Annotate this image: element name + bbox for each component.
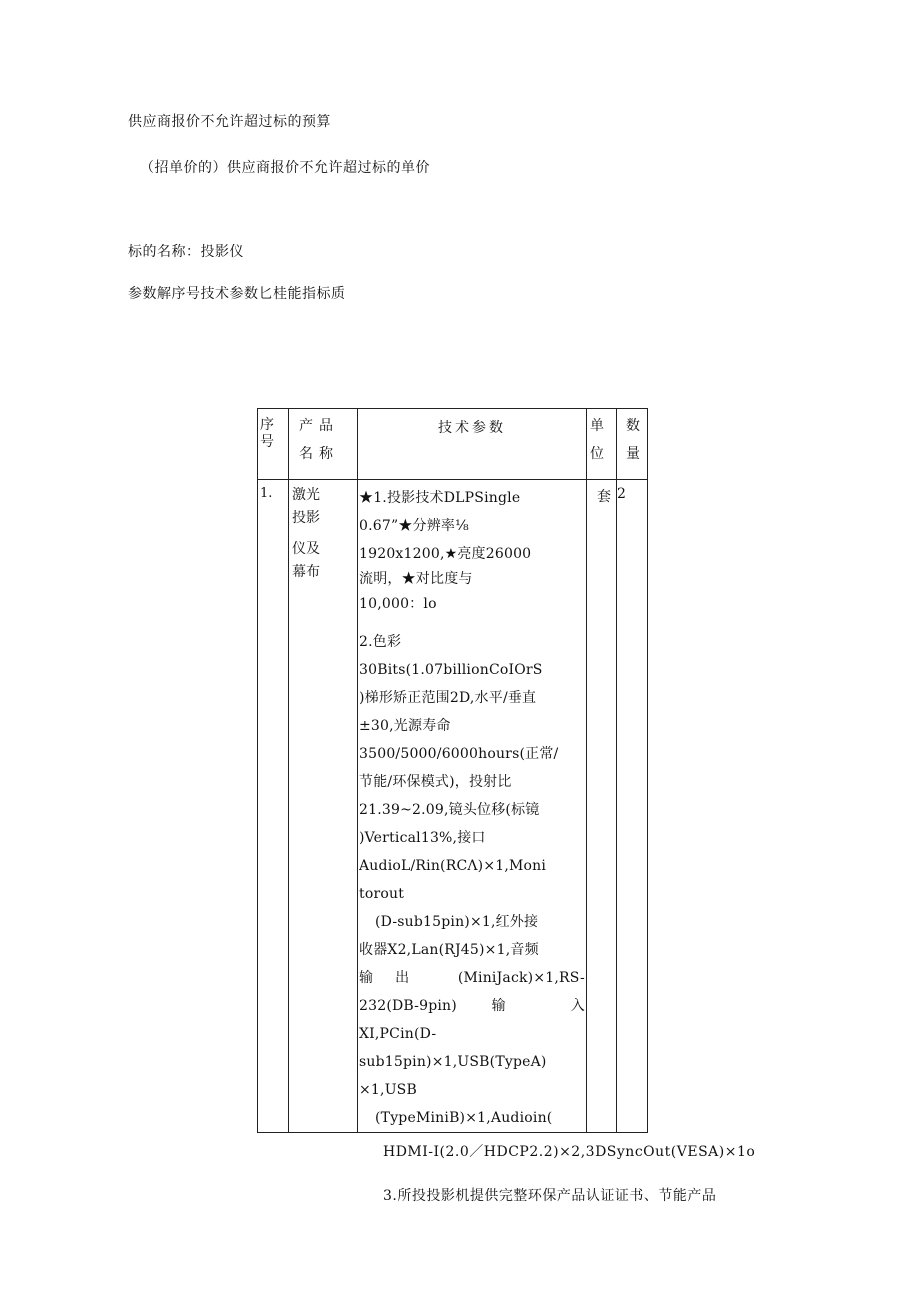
unit-price-note: （招单价的）供应商报价不允许超过标的单价 <box>140 160 430 176</box>
product-name-line: 激光 <box>292 487 320 503</box>
product-name-line: 仪及 <box>292 541 320 557</box>
product-name-line: 幕布 <box>292 564 320 580</box>
row-product-name <box>289 480 358 1133</box>
tech-line: XI,PCin(D- <box>359 1026 437 1042</box>
tech-line: 2.色彩 <box>359 634 402 650</box>
tech-line: )梯形矫正范围2D,水平/垂直 <box>359 690 537 706</box>
tech-line: 收器X2,Lan(RJ45)×1,音频 <box>359 942 539 958</box>
product-name-line: 投影 <box>292 510 320 526</box>
table-header-row <box>258 409 648 480</box>
tech-line: AudioL/Rin(RCΛ)×1,Moni <box>359 858 547 874</box>
tech-line: 流明，★对比度与 <box>359 571 473 587</box>
header-no: 序号 <box>258 409 289 480</box>
tech-line: 0.67”★分辨率⅛ <box>359 518 469 534</box>
item-name: 标的名称：投影仪 <box>128 244 244 260</box>
tech-line: )Vertical13%,接口 <box>359 830 486 846</box>
row-no: 1. <box>258 480 289 1133</box>
header-tech: 技术参数 <box>358 409 587 480</box>
tech-continuation-line: 3.所投投影机提供完整环保产品认证证书、节能产品 <box>383 1188 717 1204</box>
tech-line: 1920x1200,★亮度26000 <box>359 546 532 562</box>
tech-line: torout <box>359 886 405 902</box>
spec-table <box>257 408 648 1133</box>
tech-line: ×1,USB <box>359 1082 417 1098</box>
header-qty: 数量 <box>617 409 648 480</box>
tech-line: 21.39~2.09,镜头位移(标镜 <box>359 802 540 818</box>
row-tech-params <box>358 480 587 1133</box>
tech-line: ±30,光源寿命 <box>359 718 451 734</box>
tech-line: sub15pin)×1,USB(TypeA) <box>359 1054 547 1070</box>
tech-line: (TypeMiniB)×1,Audioin( <box>375 1110 553 1126</box>
param-header-line: 参数解序号技术参数匕桂能指标质 <box>128 286 346 302</box>
tech-line: 输出 (MiniJack)×1,RS- <box>359 970 585 986</box>
budget-note: 供应商报价不允许超过标的预算 <box>128 114 331 130</box>
tech-line: 节能/环保模式)，投射比 <box>359 774 512 790</box>
tech-line: (D-sub15pin)×1,红外接 <box>375 914 539 930</box>
tech-line: 3500/5000/6000hours(正常/ <box>359 746 559 762</box>
table-row <box>258 480 648 1133</box>
tech-line: 30Bits(1.07billionCoIOrS <box>359 662 543 678</box>
tech-line: 10,000：lo <box>359 596 437 612</box>
tech-line: ★1.投影技术DLPSingle <box>359 490 521 506</box>
tech-line: 232(DB-9pin) 输 入 <box>359 998 585 1014</box>
header-name: 产品名称 <box>289 409 358 480</box>
row-unit: 套 <box>587 480 617 1133</box>
row-qty: 2 <box>617 480 648 1133</box>
tech-continuation-line: HDMI-I(2.0／HDCP2.2)×2,3DSyncOut(VESA)×1o <box>383 1144 756 1160</box>
header-unit: 单位 <box>587 409 617 480</box>
